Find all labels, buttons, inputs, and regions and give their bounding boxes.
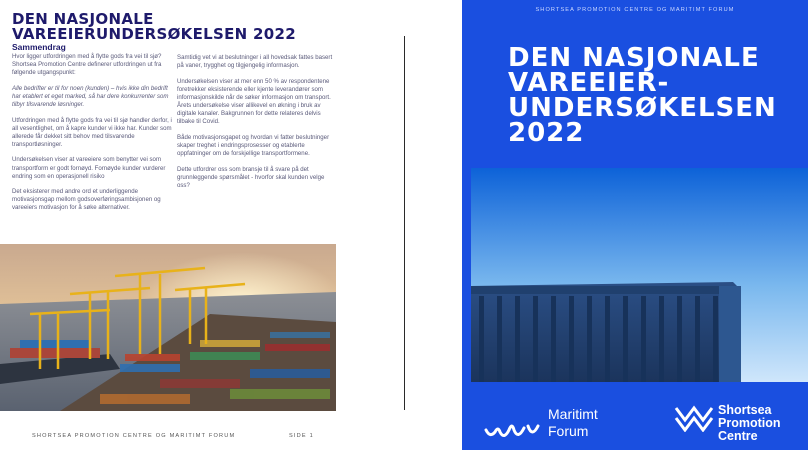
paragraph: Dette utfordrer oss som bransje til å svare på det grunnleggende spørsmålet - hvorfor skal kunden velge oss? [177, 165, 325, 189]
cover-banner: SHORTSEA PROMOTION CENTRE OG MARITIMT FORUM [535, 7, 735, 13]
section-heading: Sammendrag [12, 42, 66, 52]
cover-page [462, 0, 808, 450]
document-title [12, 12, 312, 42]
logo-text: Centre [718, 429, 758, 443]
logo-text: Promotion [718, 416, 781, 430]
container-sky-photo [471, 168, 808, 382]
paragraph-italic: Alle bedrifter er til for noen (kunden) – hvis ikke din bedrift har etablert et eget marked, så har dere konkurrenter som tilbyr tilsvarende løsninger. [12, 84, 169, 108]
paragraph: Hvor ligger utfordringen med å flytte gods fra vei til sjø? Shortsea Promotion Centre definerer utfordringen ut fra følgende utgangspunkt: [12, 53, 162, 77]
paragraph: Utfordringen med å flytte gods fra vei til sjø handler derfor, i all vesentlighet, om å kapre kunder vi ikke har. Kunder som allerede får dekket sitt behov med tilsvarende transportløsninger. [12, 116, 172, 148]
wave-icon [484, 420, 540, 442]
cover-title-line: VAREEIER- [508, 68, 670, 98]
title-line-2: VAREEIERUNDERSØKELSEN 2022 [12, 25, 296, 43]
cover-title-line: 2022 [508, 118, 585, 148]
title-line-1: DEN NASJONALE [12, 10, 154, 28]
footer-publisher: SHORTSEA PROMOTION CENTRE OG MARITIMT FORUM [32, 433, 236, 439]
logo-text: Maritimt [548, 406, 598, 422]
logo-text: Shortsea [718, 403, 772, 417]
paragraph: Både motivasjonsgapet og hvordan vi fatter beslutninger skaper treghet i endringsprosesser og etablerte oppfatninger om de forskjellige transportformene. [177, 133, 330, 157]
chevron-logo-icon [674, 404, 714, 432]
page-divider [404, 36, 405, 410]
container-port-photo [0, 244, 336, 411]
summary-column-right [177, 54, 337, 197]
paragraph: Undersøkelsen viser at mer enn 50 % av respondentene foretrekker eksisterende eller kjente leverandører som informasjonskilde når de søker informasjon om transport. Årets undersøkelse viser allikevel en økning i bruk av digitale kanaler. Bakgrunnen for dette relateres delvis tilbake til Covid. [177, 77, 331, 126]
logo-text: Forum [548, 423, 589, 439]
cover-title-line: DEN NASJONALE [508, 43, 760, 73]
cover-title [508, 43, 798, 148]
page-number: SIDE 1 [289, 433, 314, 439]
paragraph: Det eksisterer med andre ord et underliggende motivasjonsgap mellom godsoverføringsambisjonen og vareeiers motivasjon for å søke alternativer. [12, 188, 161, 212]
summary-column-left [12, 42, 172, 220]
paragraph: Undersøkelsen viser at vareeiere som benytter vei som transportform er godt fornøyd. Fornøyde kunder vurderer endring som en operasjonell risiko [12, 156, 166, 180]
cover-title-line: UNDERSØKELSEN [508, 93, 777, 123]
paragraph: Samtidig vet vi at beslutninger i all hovedsak fattes basert på vaner, trygghet og tilgjengelig informasjon. [177, 54, 333, 70]
